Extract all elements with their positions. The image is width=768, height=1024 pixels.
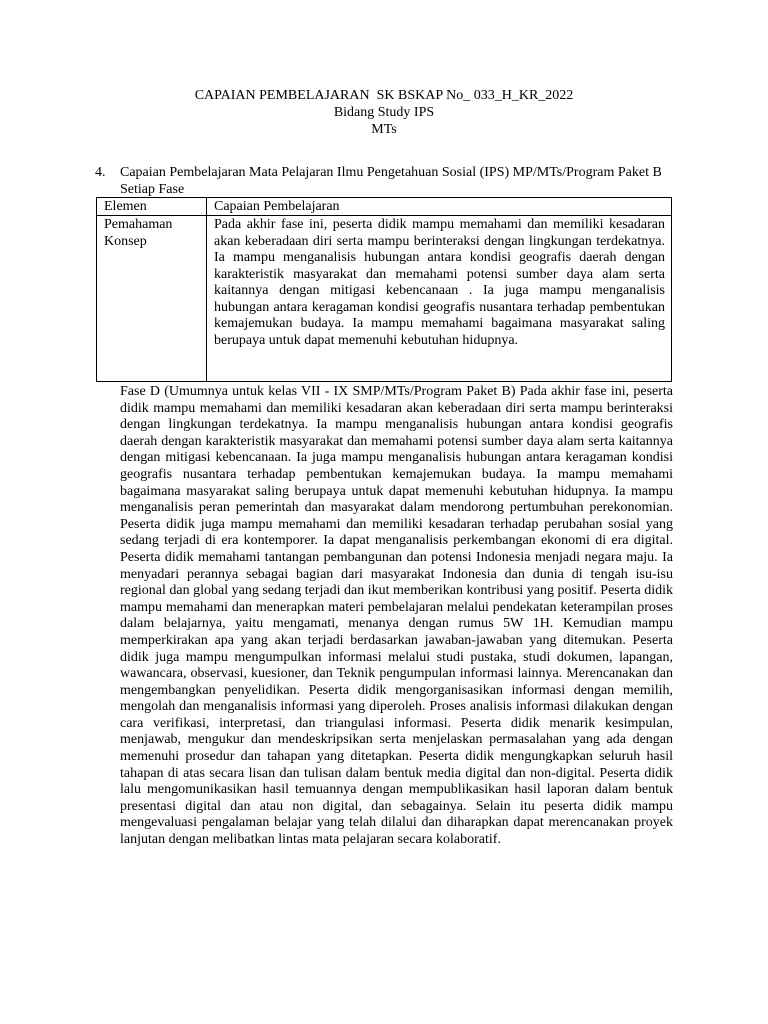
table-header-divider	[97, 215, 671, 216]
table-column-divider	[206, 198, 207, 381]
document-subject: Bidang Study IPS	[333, 105, 435, 120]
table-cell-elemen: Pemahaman Konsep	[104, 217, 173, 249]
section-heading: Capaian Pembelajaran Mata Pelajaran Ilmu Pengetahuan Sosial (IPS) MP/MTs/Program Paket B Setiap Fase	[120, 165, 662, 197]
section-number: 4.	[95, 165, 106, 180]
table-header-elemen: Elemen	[104, 199, 147, 214]
table-header-capaian: Capaian Pembelajaran	[214, 199, 340, 214]
capaian-table	[96, 197, 672, 382]
table-cell-capaian: Pada akhir fase ini, peserta didik mampu memahami dan memiliki kesadaran akan keberadaan diri serta mampu berinteraksi dengan lingkungan terdekatnya. Ia mampu menganalisis hubungan antara kondisi geografis daerah dengan karakteristik masyarakat dan memahami potensi sumber daya alam serta kaitannya dengan mitigasi kebencanaan . Ia juga mampu menganalisis hubungan antara keragaman kondisi geografis nusantara terhadap pembentukan kemajemukan budaya. Ia mampu memahami bagaimana masyarakat saling berupaya untuk dapat memenuhi kebutuhan hidupnya.	[214, 217, 665, 348]
document-title: CAPAIAN PEMBELAJARAN SK BSKAP No_ 033_H_KR_2022	[194, 88, 574, 103]
document-level: MTs	[371, 122, 397, 137]
fase-d-paragraph: Fase D (Umumnya untuk kelas VII - IX SMP/MTs/Program Paket B) Pada akhir fase ini, peserta didik mampu memahami dan memiliki kesadaran akan keberadaan diri serta mampu berinteraksi dengan lingkungan terdekatnya. Ia mampu menganalisis hubungan antara kondisi geografis daerah dengan karakteristik masyarakat dan memahami potensi sumber daya alam serta kaitannya dengan mitigasi kebencanaan. Ia juga mampu menganalisis hubungan antara keragaman kondisi geografis nusantara terhadap pembentukan kemajemukan budaya. Ia mampu memahami bagaimana masyarakat saling berupaya untuk dapat memenuhi kebutuhan hidupnya. Ia mampu menganalisis peran pemerintah dan masyarakat dalam mendorong pertumbuhan perekonomian. Peserta didik juga mampu memahami dan memiliki kesadaran terhadap perubahan sosial yang sedang terjadi di era kontemporer. Ia dapat menganalisis perkembangan ekonomi di era digital. Peserta didik memahami tantangan pembangunan dan potensi Indonesia menjadi negara maju. Ia menyadari perannya sebagai bagian dari masyarakat Indonesia dan dunia di tengah isu-isu regional dan global yang sedang terjadi dan ikut memberikan kontribusi yang positif. Peserta didik mampu memahami dan menerapkan materi pembelajaran melalui pendekatan keterampilan proses dalam belajarnya, yaitu mengamati, menanya dengan rumus 5W 1H. Kemudian mampu memperkirakan apa yang akan terjadi berdasarkan jawaban-jawaban yang ditemukan. Peserta didik juga mampu mengumpulkan informasi melalui studi pustaka, studi dokumen, lapangan, wawancara, observasi, kuesioner, dan Teknik pengumpulan informasi lainnya. Merencanakan dan mengembangkan penyelidikan. Peserta didik mengorganisasikan informasi dengan memilih, mengolah dan menganalisis informasi yang diperoleh. Proses analisis informasi dilakukan dengan cara verifikasi, interpretasi, dan triangulasi informasi. Peserta didik menarik kesimpulan, menjawab, mengukur dan mendeskripsikan serta menjelaskan permasalahan yang ada dengan memenuhi prosedur dan tahapan yang ditetapkan. Peserta didik mengungkapkan seluruh hasil tahapan di atas secara lisan dan tulisan dalam bentuk media digital dan non-digital. Peserta didik lalu mengomunikasikan hasil temuannya dengan mempublikasikan hasil laporan dalam bentuk presentasi digital dan atau non digital, dan sebagainya. Selain itu peserta didik mampu mengevaluasi pengalaman belajar yang telah dilalui dan diharapkan dapat merencanakan proyek lanjutan dengan melibatkan lintas mata pelajaran secara kolaboratif.	[120, 384, 673, 848]
